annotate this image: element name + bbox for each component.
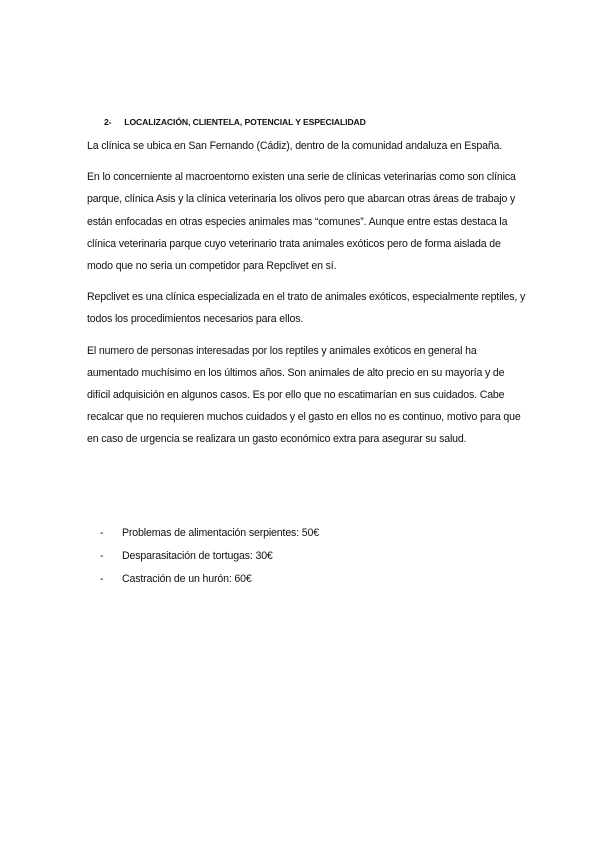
- list-item: [100, 568, 319, 591]
- list-item-text: Castración de un hurón: 60€: [122, 573, 252, 585]
- list-bullet: -: [100, 527, 104, 539]
- section-number: 2-: [104, 117, 112, 127]
- paragraph-clientele: El numero de personas interesadas por los reptiles y animales exóticos en general ha aumentado muchísimo en los últimos años. Son animales de alto precio en su mayoría y de difícil adquisición en algunos casos. Es por ello que no escatimarían en sus cuidados. Cabe recalcar que no requieren muchos cuidados y el gasto en ellos no es continuo, motivo para que en caso de urgencia se realizara un gasto económico extra para asegurar su salud.: [87, 344, 521, 446]
- paragraph-competitors: En lo concerniente al macroentorno existen una serie de clínicas veterinarias como son clínica parque, clínica Asis y la clínica veterinaria los olivos pero que abarcan otras áreas de trabajo y están enfocadas en otras especies animales mas “comunes”. Aunque entre estas destaca la clínica veterinaria parque cuyo veterinario trata animales exóticos pero de forma aislada de modo que no seria un competidor para Repclivet en sí.: [87, 171, 516, 273]
- section-title: LOCALIZACIÓN, CLIENTELA, POTENCIAL Y ESPECIALIDAD: [124, 117, 366, 127]
- section-heading: [104, 117, 366, 127]
- list-bullet: -: [100, 573, 104, 585]
- paragraph-specialty: Repclivet es una clínica especializada en el trato de animales exóticos, especialmente reptiles, y todos los procedimientos necesarios para ellos.: [87, 291, 526, 326]
- body-text: [87, 135, 527, 460]
- list-item: [100, 545, 319, 568]
- list-item-text: Desparasitación de tortugas: 30€: [122, 550, 273, 562]
- paragraph-location: La clínica se ubica en San Fernando (Cádiz), dentro de la comunidad andaluza en España.: [87, 140, 503, 152]
- price-list: [100, 522, 319, 591]
- list-bullet: -: [100, 550, 104, 562]
- list-item: [100, 522, 319, 545]
- list-item-text: Problemas de alimentación serpientes: 50€: [122, 527, 320, 539]
